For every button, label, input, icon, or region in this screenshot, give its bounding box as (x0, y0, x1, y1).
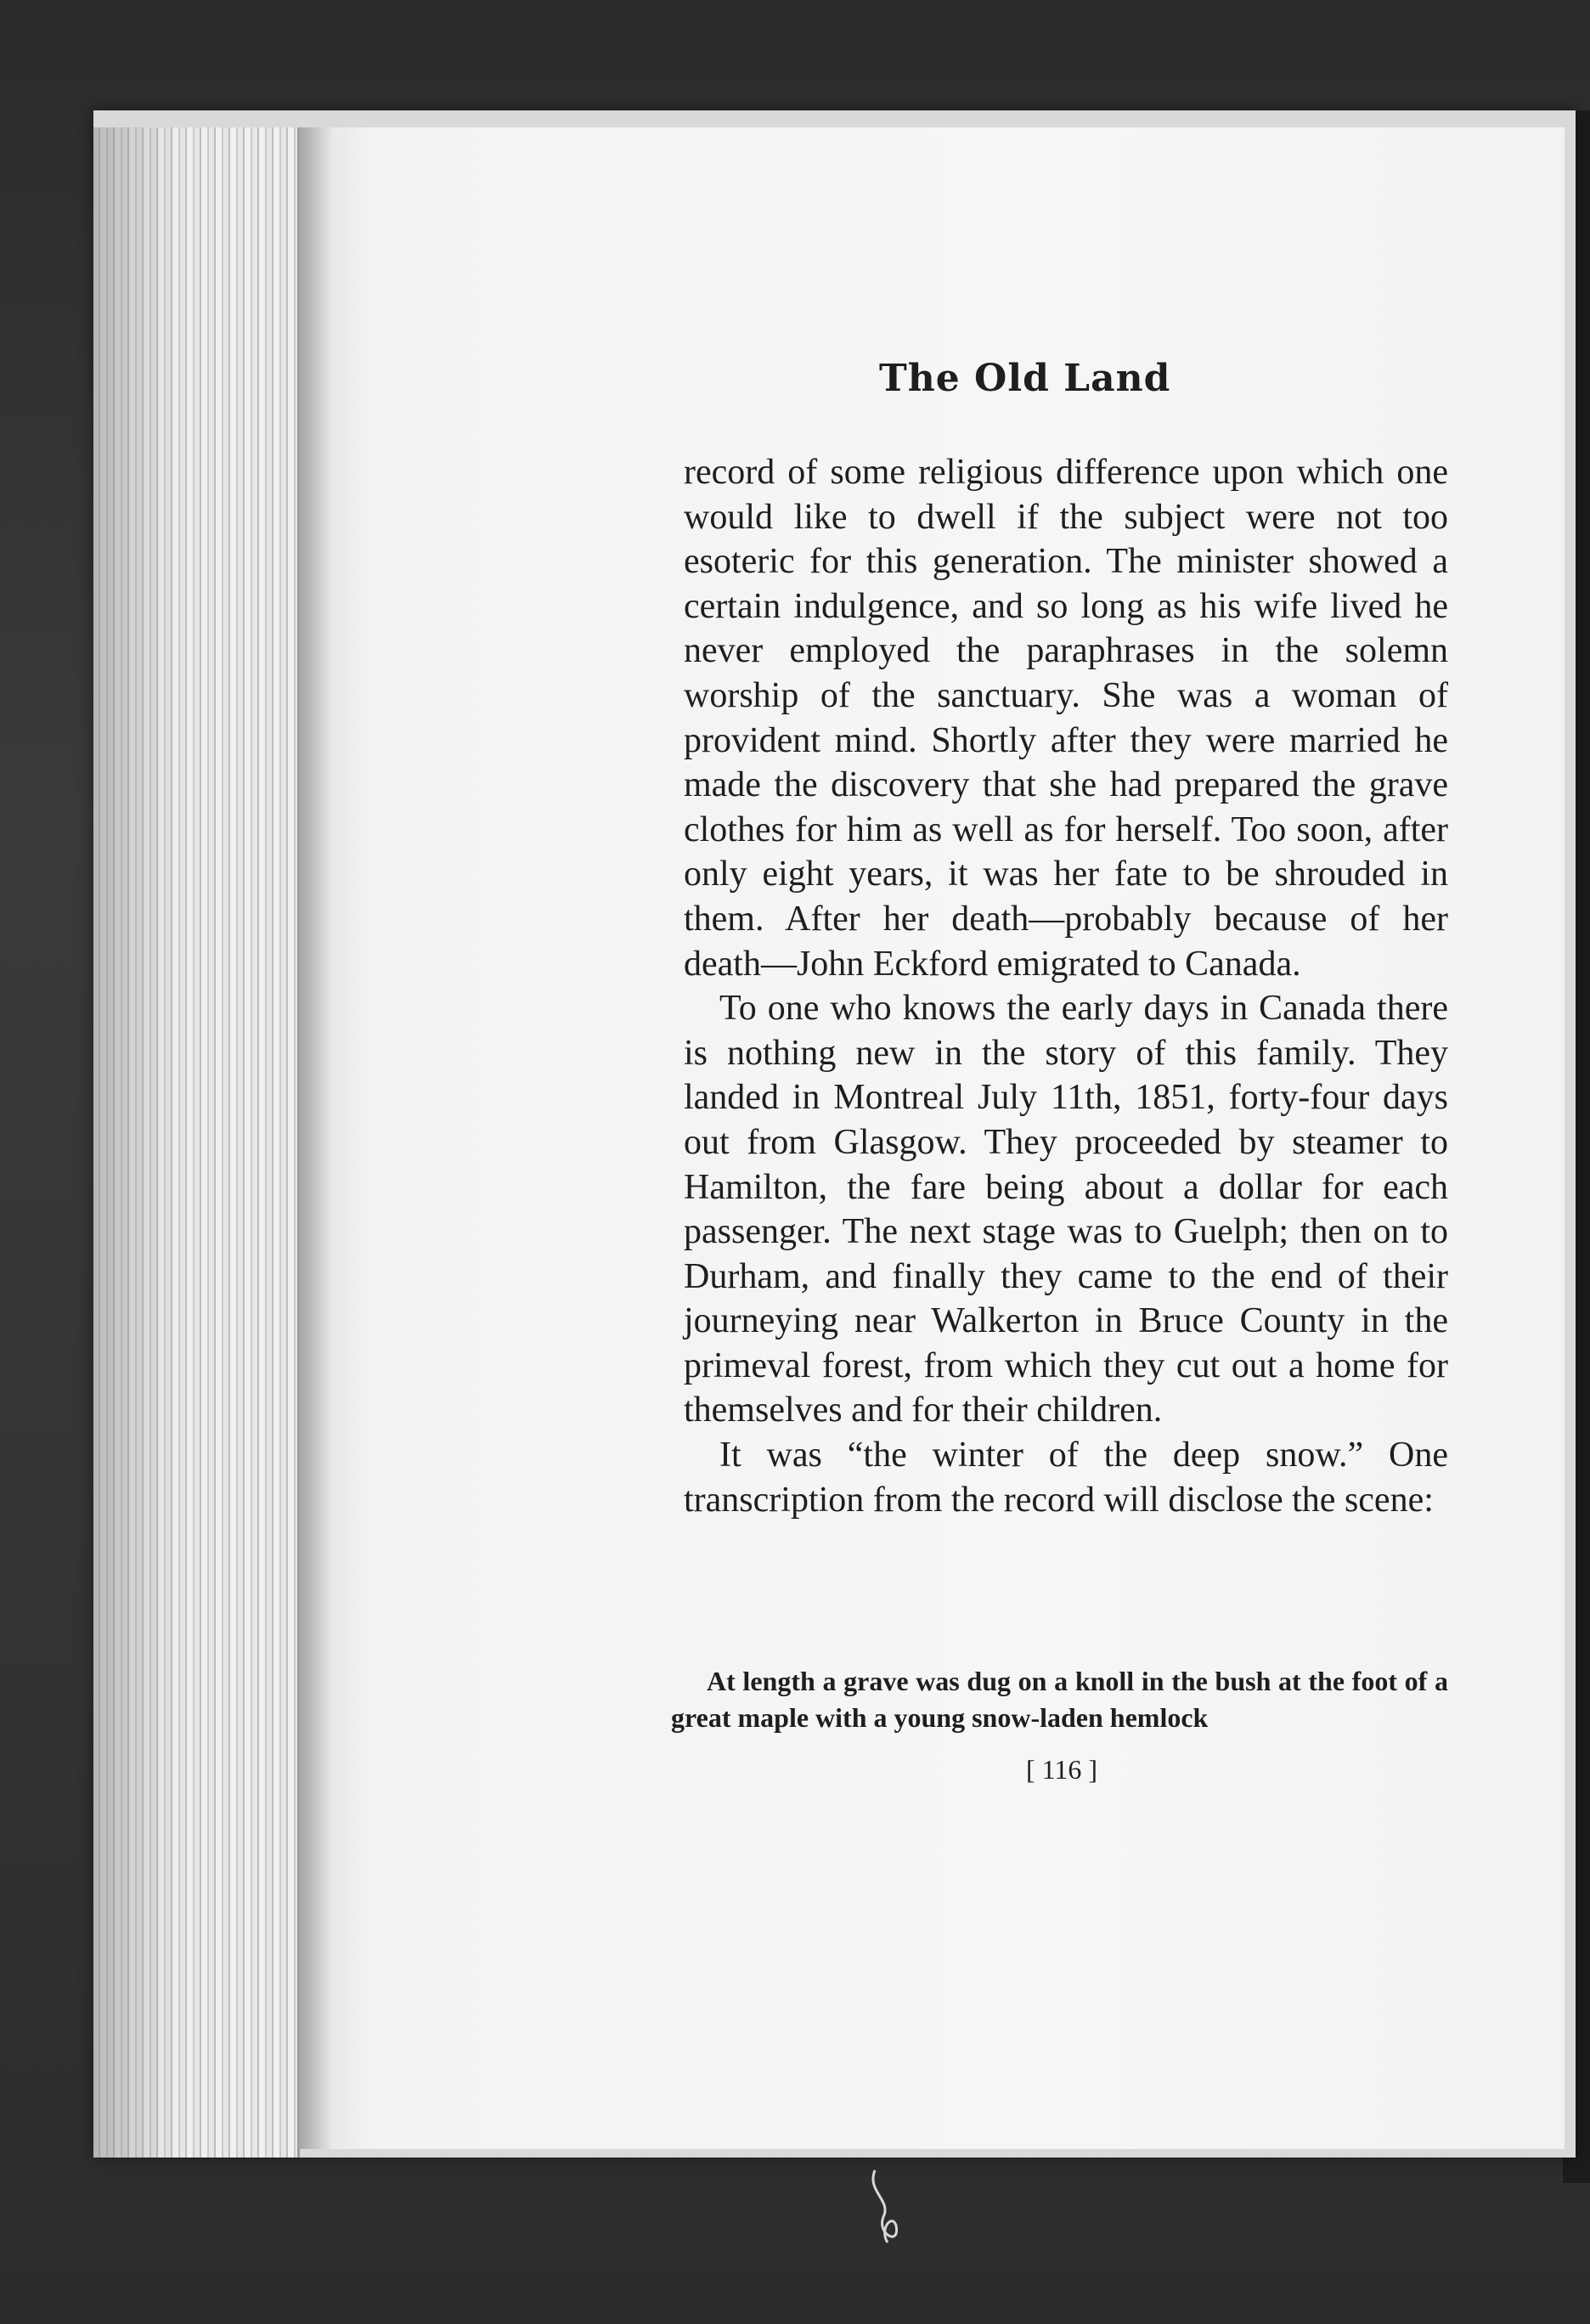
paragraph-3: It was “the winter of the deep snow.” One transcription from the record will disclose the scene: (684, 1436, 1448, 1520)
body-text (684, 450, 1448, 1522)
paragraph-2: To one who knows the early days in Canada there is nothing new in the story of this family. They landed in Montreal July 11th, 1851, forty-four days out from Glasgow. They proceeded by steamer to Hamilton, the fare being about a dollar for each passenger. The next stage was to Guelph; then on to Durham, and finally they came to the end of their journeying near Walkerton in Bruce County in the primeval forest, from which they cut out a home for themselves and for their children. (684, 989, 1448, 1430)
block-quote (671, 1663, 1448, 1736)
running-head: The Old Land (879, 357, 1171, 400)
thread-mark (858, 2166, 926, 2251)
block-quote-text: At length a grave was dug on a knoll in the bush at the foot of a great maple with a young snow-laden hemlock (671, 1666, 1448, 1733)
paragraph-1: record of some religious difference upon which one would like to dwell if the subject were not too esoteric for this generation. The minister showed a certain indulgence, and so long as his wife lived he never employed the paraphrases in the solemn worship of the sanctuary. She was a woman of provident mind. Shortly after they were married he made the discovery that she had prepared the grave clothes for him as well as for herself. Too soon, after only eight years, it was her fate to be shrouded in them. After her death—probably because of her death—John Eckford emigrated to Canada. (684, 453, 1448, 984)
page-number: [ 116 ] (1025, 1754, 1098, 1785)
gutter-shadow (299, 127, 333, 2149)
page-edges-shade (93, 127, 178, 2158)
